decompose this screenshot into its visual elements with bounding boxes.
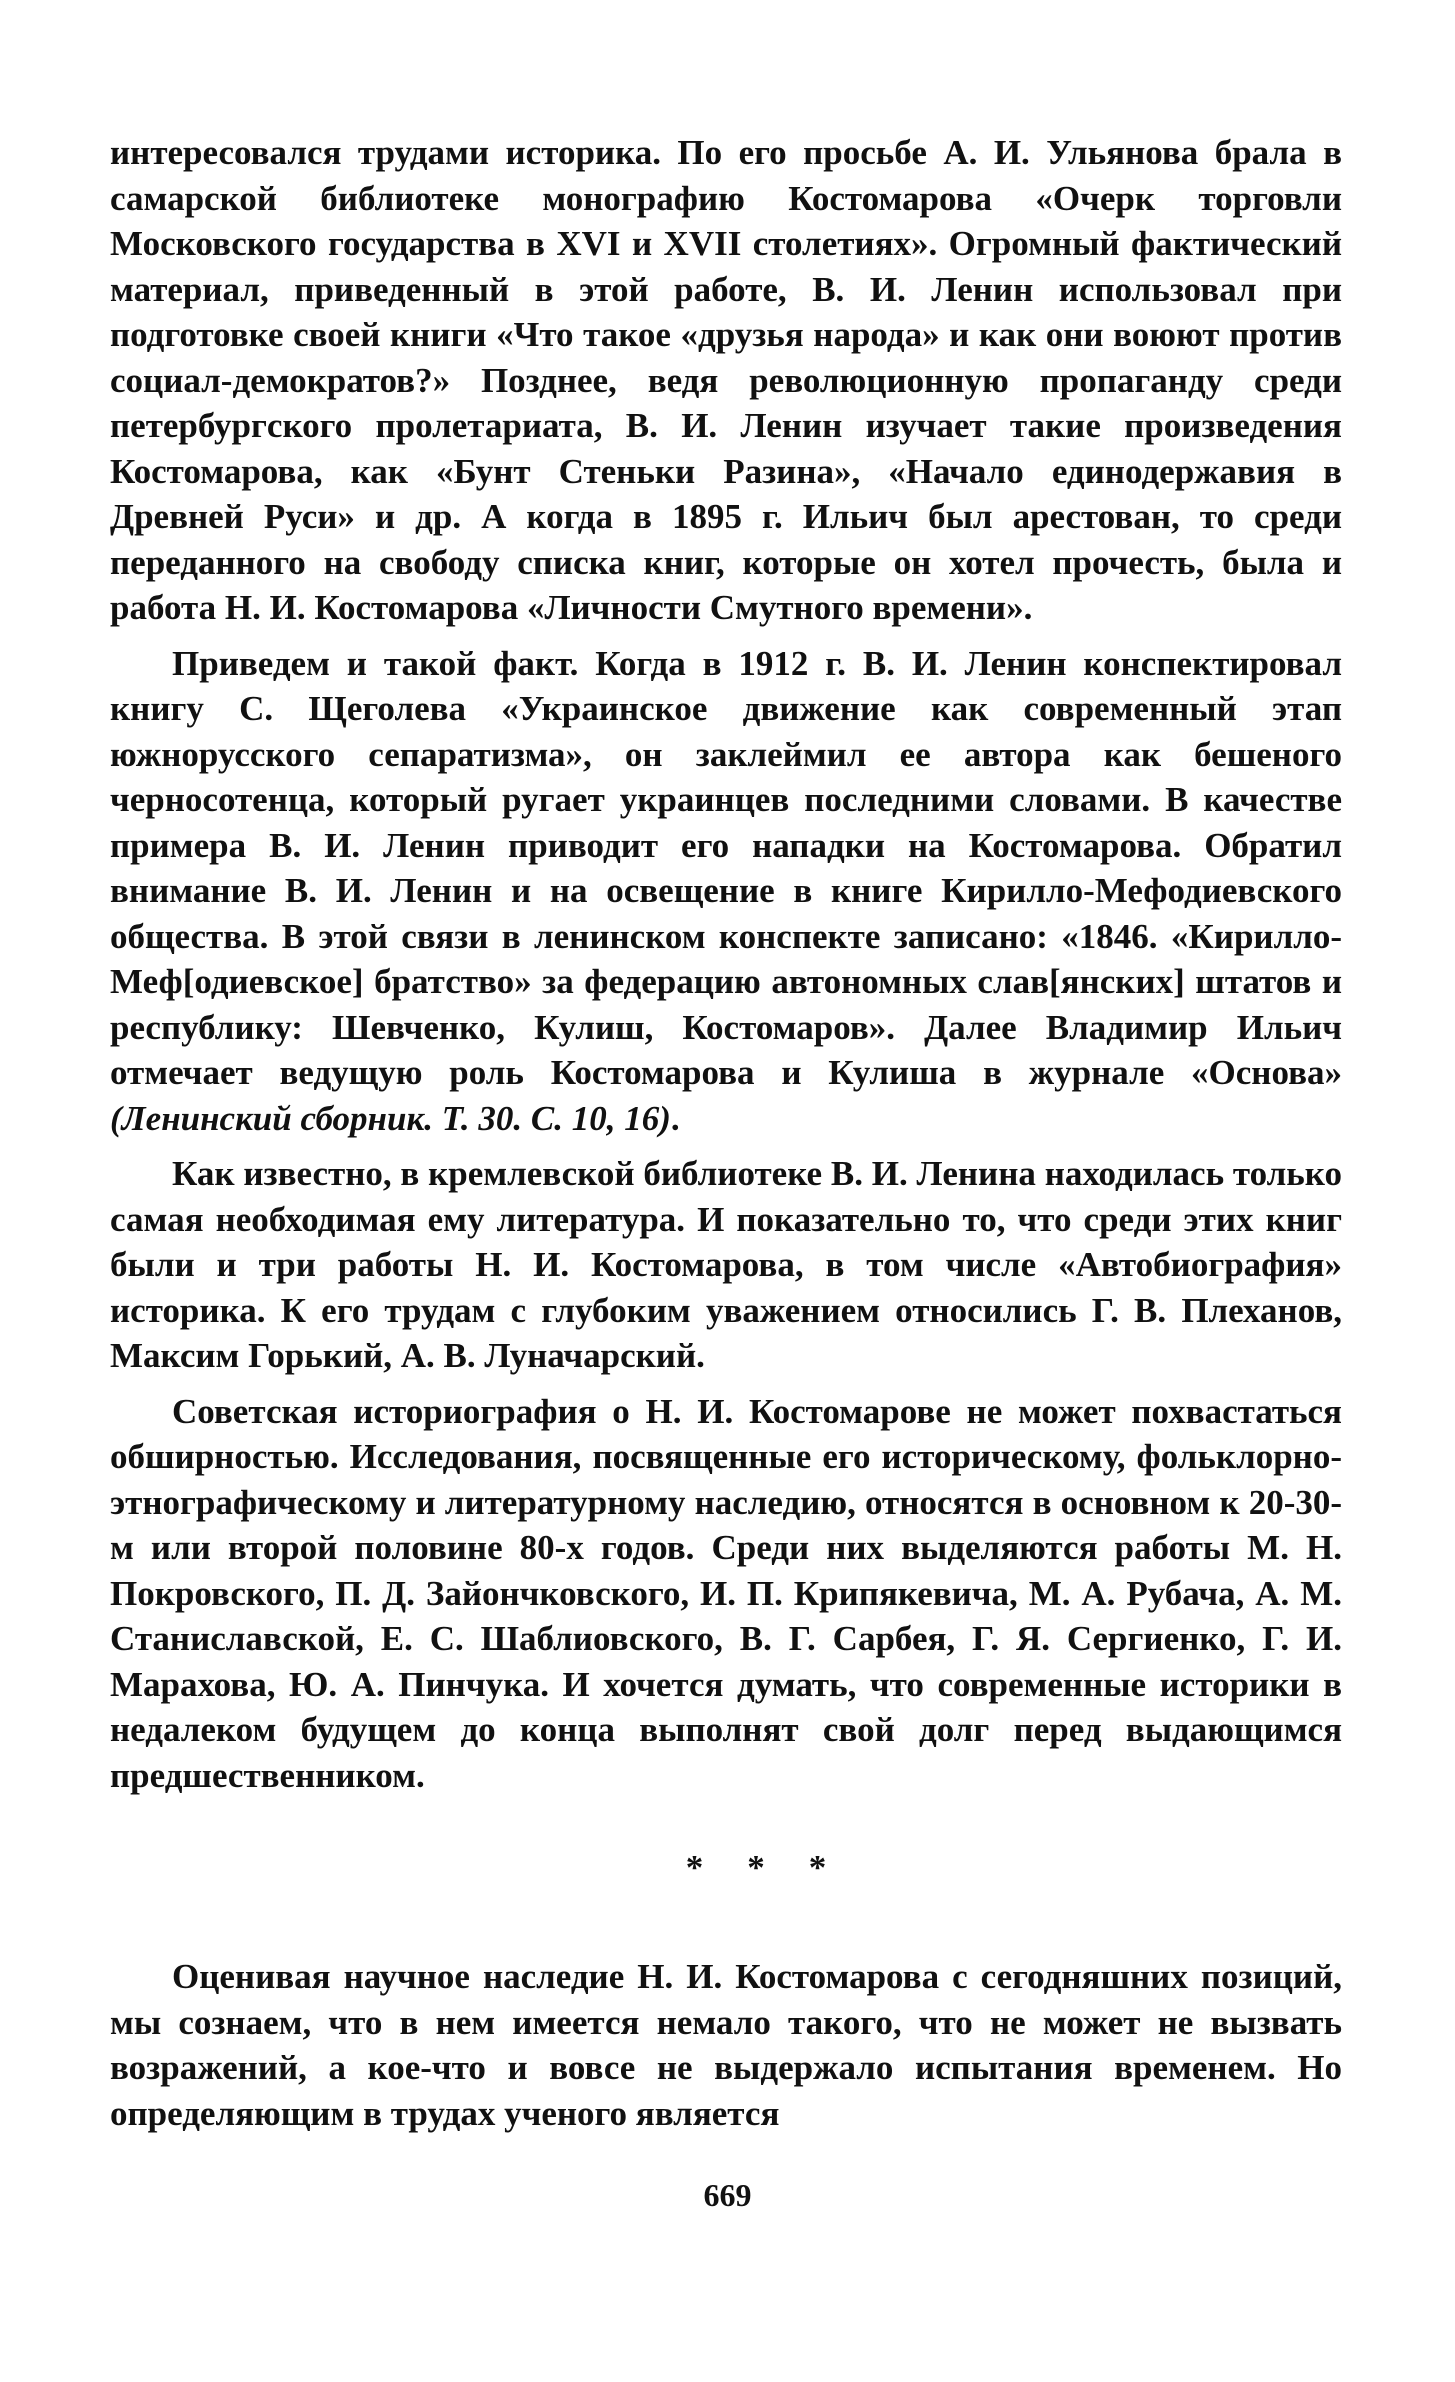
paragraph-3-text: Как известно, в кремлевской библиотеке В. И. Ленина находилась только самая необходимая ему литература. И показательно то, что среди этих книг были и три работы Н. И. Костомарова, в том числе «Автобиография» историка. К его трудам с глубоким уважением относились Г. В. Плеханов, Максим Горький, А. В. Луначарский. — [110, 1154, 1342, 1375]
paragraph-after-separator — [110, 1954, 1342, 2136]
paragraph-2-text: Приведем и такой факт. Когда в 1912 г. В. И. Ленин конспектировал книгу С. Щеголева «Украинское движение как современный этап южнорусского сепаратизма», он заклеймил ее автора как бешеного черносотенца, который ругает украинцев последними словами. В качестве примера В. И. Ленин приводит его нападки на Костомарова. Обратил внимание В. И. Ленин и на освещение в книге Кирилло-Мефодиевского общества. В этой связи в ленинском конспекте записано: «1846. «Кирилло-Меф[одиевское] братство» за федерацию автономных слав[янских] штатов и республику: Шевченко, Кулиш, Костомаров». Далее Владимир Ильич отмечает ведущую роль Костомарова и Кулиша в журнале «Основа» — [110, 643, 1342, 1092]
paragraph-1-text: интересовался трудами историка. По его просьбе А. И. Ульянова брала в самарской библиотеке монографию Костомарова «Очерк торговли Московского государства в XVI и XVII столетиях». Огромный фактический материал, приведенный в этой работе, В. И. Ленин использовал при подготовке своей книги «Что такое «друзья народа» и как они воюют против социал-демократов?» Позднее, ведя революционную пропаганду среди петербургского пролетариата, В. И. Ленин изучает такие произведения Костомарова, как «Бунт Стеньки Разина», «Начало единодержавия в Древней Руси» и др. А когда в 1895 г. Ильич был арестован, то среди переданного на свободу списка книг, которые он хотел прочесть, была и работа Н. И. Костомарова «Личности Смутного времени». — [110, 133, 1342, 627]
page-number: 669 — [703, 2177, 752, 2213]
paragraph-after-separator-text: Оценивая научное наследие Н. И. Костомарова с сегодняшних позиций, мы сознаем, что в нем имеется немало такого, что не может не вызвать возражений, а кое-что и вовсе не выдержало испытания временем. Но определяющим в трудах ученого является — [110, 1957, 1342, 2133]
paragraph-4-text: Советская историография о Н. И. Костомарове не может похвастаться обширностью. Исследования, посвященные его историческому, фольклорно-этнографическому и литературному наследию, относятся в основном к 20-30-м или второй половине 80-х годов. Среди них выделяются работы М. Н. Покровского, П. Д. Зайончковского, И. П. Крипякевича, М. А. Рубача, А. М. Станиславской, Е. С. Шаблиовского, В. Г. Сарбея, Г. Я. Сергиенко, Г. И. Марахова, Ю. А. Пинчука. И хочется думать, что современные историки в недалеком будущем до конца выполнят свой долг перед выдающимся предшественником. — [110, 1391, 1342, 1795]
paragraph-4 — [110, 1389, 1342, 1799]
page-body — [110, 130, 1342, 2136]
paragraph-2-tail: . — [670, 1098, 680, 1138]
separator-asterisk-3: * — [808, 1848, 827, 1887]
paragraph-2 — [110, 641, 1342, 1142]
separator-asterisk-2: * — [747, 1848, 765, 1887]
paragraph-2-citation: (Ленинский сборник. Т. 30. С. 10, 16) — [110, 1098, 671, 1138]
paragraph-1 — [110, 130, 1342, 631]
section-separator — [110, 1848, 1342, 1888]
paragraph-3 — [110, 1151, 1342, 1379]
separator-asterisk-1: * — [685, 1848, 704, 1887]
